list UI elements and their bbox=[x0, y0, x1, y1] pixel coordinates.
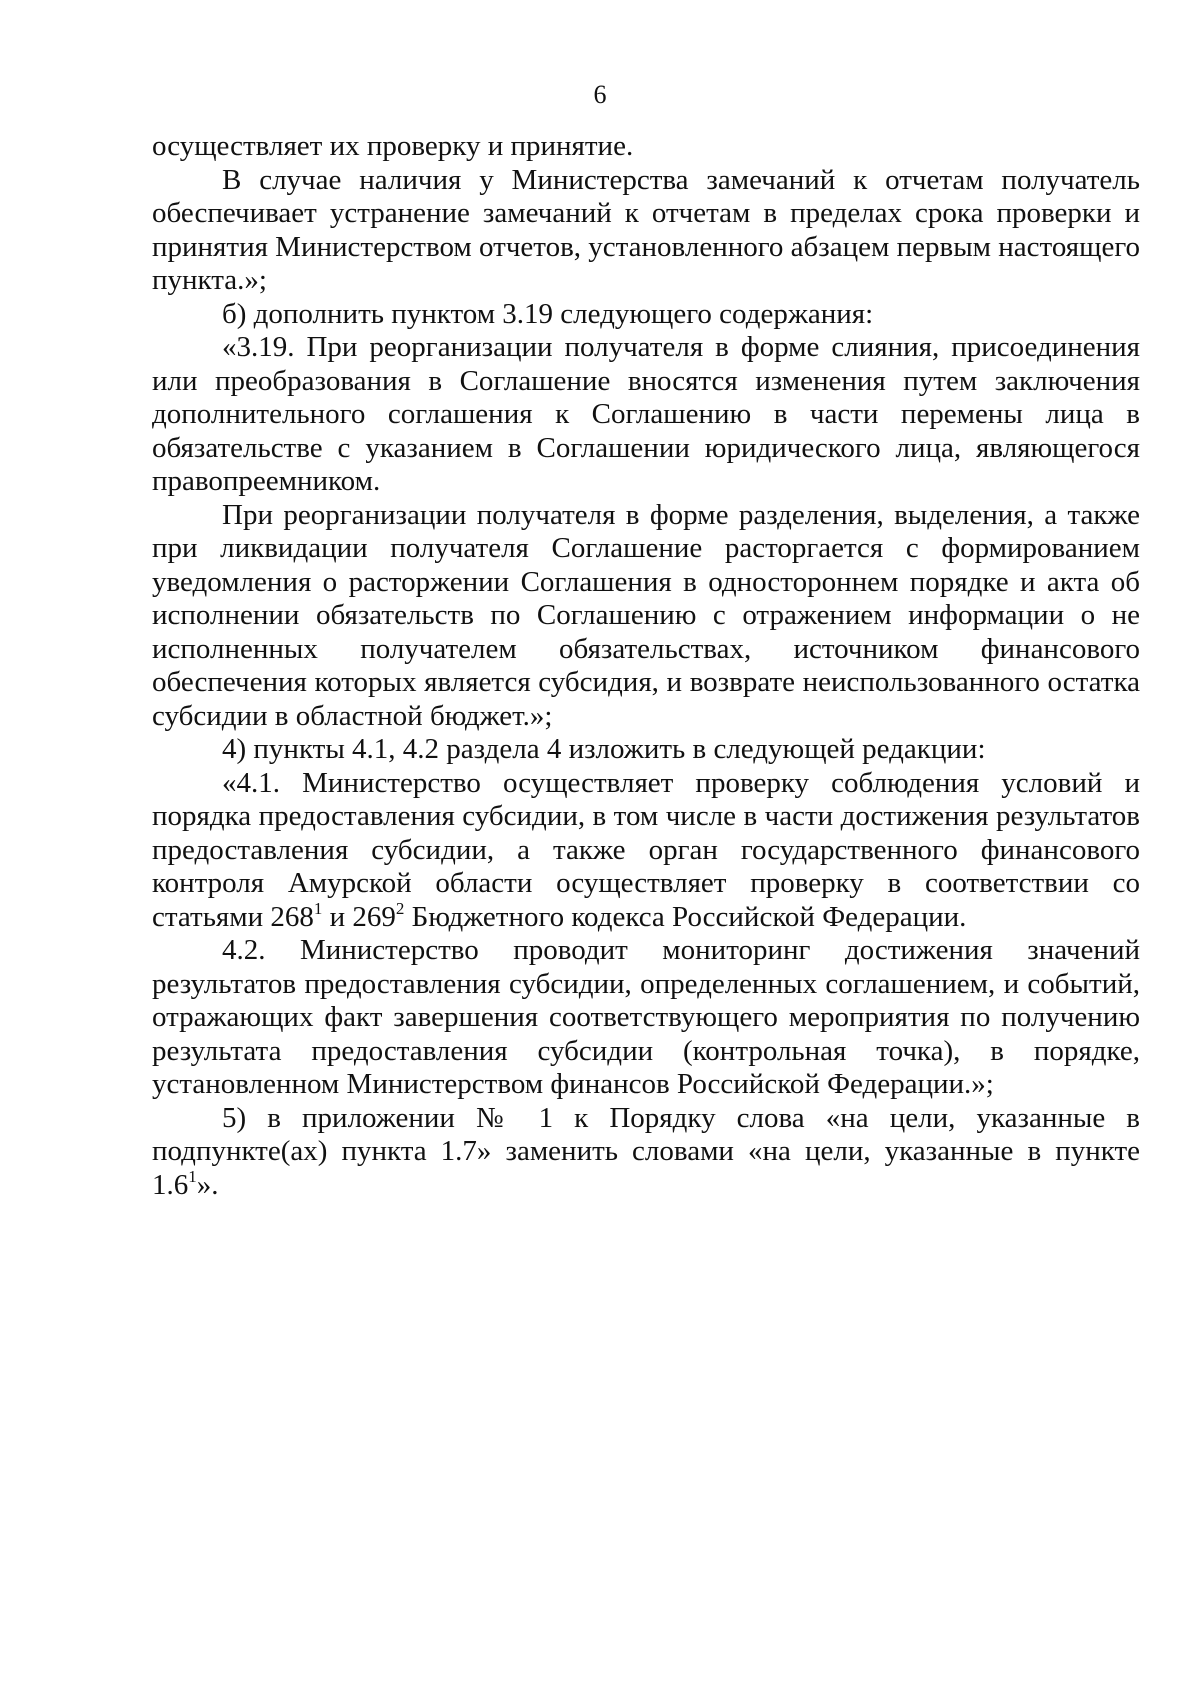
paragraph-item-b: б) дополнить пунктом 3.19 следующего содержания: bbox=[222, 297, 874, 330]
item-5-text-end: ». bbox=[196, 1168, 219, 1201]
paragraph-item-4: 4) пункты 4.1, 4.2 раздела 4 изложить в следующей редакции: bbox=[222, 733, 986, 765]
paragraph-item-5 bbox=[152, 1102, 1140, 1203]
paragraph-liquidation: При реорганизации получателя в форме разделения, выделения, а также при ликвидации получателя Соглашение расторгается с формированием уведомления о расторжении Соглашения в одностороннем порядке и акта об исполнении обязательств по Соглашению с отражением информации о не исполненных получателем обязательствах, источником финансового обеспечения которых является субсидия, и возврате неиспользованного остатка субсидии в областной бюджет.»; bbox=[152, 498, 1140, 732]
paragraph-continuation: осуществляет их проверку и принятие. bbox=[152, 130, 634, 162]
superscript-2: 2 bbox=[395, 898, 405, 918]
paragraph-clause-4-1 bbox=[152, 767, 1140, 935]
paragraph-remarks: В случае наличия у Министерства замечаний к отчетам получатель обеспечивает устранение замечаний к отчетам в пределах срока проверки и принятия Министерством отчетов, установленного абзацем первым настоящего пункта.»; bbox=[152, 163, 1140, 296]
clause-4-1-text: «4.1. Министерство осуществляет проверку соблюдения условий и порядка предоставления субсидии, в том числе в части достижения результатов предоставления субсидии, а также орган государственного финансового контроля Амурской области осуществляет проверку в соответствии со статьями 268 bbox=[152, 766, 1140, 933]
superscript-1: 1 bbox=[188, 1166, 197, 1186]
item-5-text: 5) в приложении № 1 к Порядку слова «на цели, указанные в подпункте(ах) пункта 1.7» заменить словами «на цели, указанные в пункте 1.6 bbox=[152, 1101, 1140, 1201]
paragraph-clause-4-2: 4.2. Министерство проводит мониторинг достижения значений результатов предоставления субсидии, определенных соглашением, и событий, отражающих факт завершения соответствующего мероприятия по получению результата предоставления субсидии (контрольная точка), в порядке, установленном Министерством финансов Российской Федерации.»; bbox=[152, 934, 1140, 1100]
clause-4-1-text-2: и 269 bbox=[322, 900, 396, 933]
paragraph-clause-3-19: «3.19. При реорганизации получателя в форме слияния, присоединения или преобразования в Соглашение вносятся изменения путем заключения дополнительного соглашения к Соглашению в части перемены лица в обязательстве с указанием в Соглашении юридического лица, являющегося правопреемником. bbox=[152, 331, 1140, 497]
document-body bbox=[152, 130, 1140, 1202]
superscript-1: 1 bbox=[313, 898, 323, 918]
clause-4-1-text-3: Бюджетного кодекса Российской Федерации. bbox=[404, 900, 967, 933]
page-number: 6 bbox=[593, 80, 607, 109]
